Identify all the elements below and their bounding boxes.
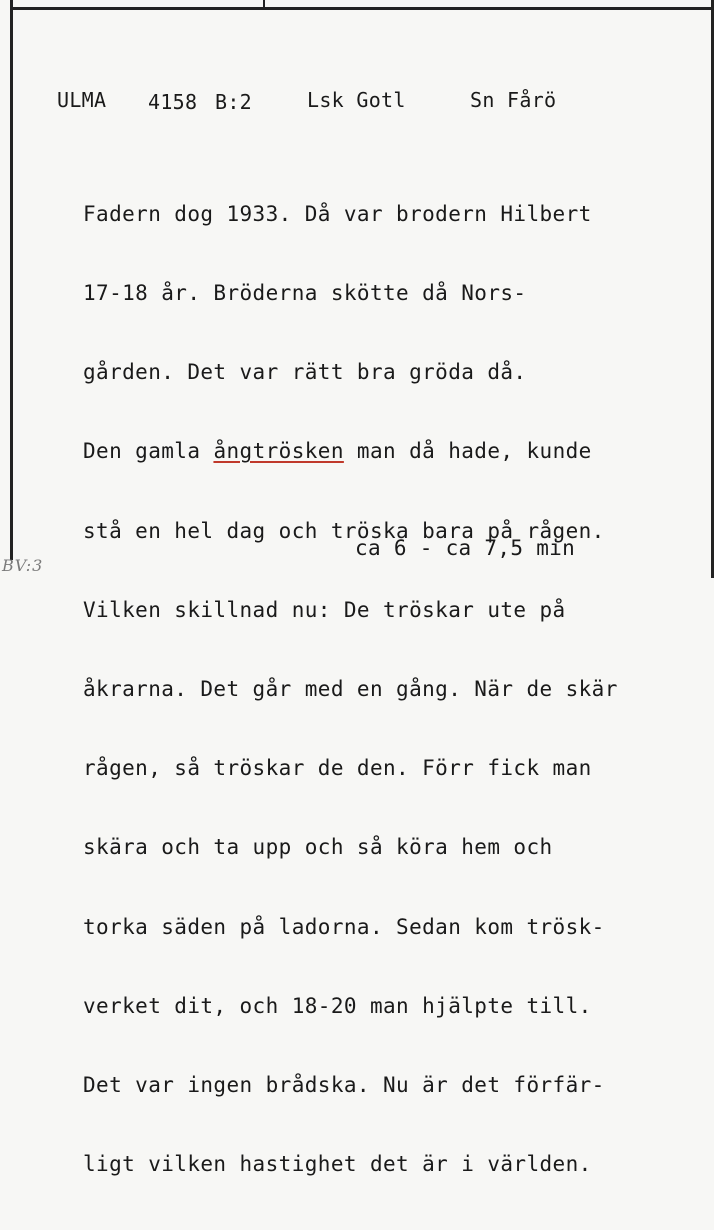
record-number: 4158	[148, 90, 198, 114]
text-line: skära och ta upp och så köra hem och	[83, 835, 553, 860]
left-border	[10, 0, 13, 560]
archive-code: ULMA	[57, 88, 107, 112]
underlined-term: ångtrösken	[213, 439, 344, 464]
text-line: rågen, så tröskar de den. Förr fick man	[83, 756, 592, 781]
top-tick	[263, 0, 265, 8]
text-line: 17-18 år. Bröderna skötte då Nors-	[83, 281, 527, 306]
text-line: ligt vilken hastighet det är i världen.	[83, 1152, 592, 1177]
landskap: Lsk Gotl	[307, 88, 406, 112]
socken: Sn Fårö	[470, 88, 557, 112]
transcript-text	[83, 148, 618, 1230]
text-line: stå en hel dag och tröska bara på rågen.	[83, 518, 605, 543]
volume-code: B:2	[215, 90, 253, 114]
text-line: Fadern dog 1933. Då var brodern Hilbert	[83, 201, 592, 226]
text-line	[83, 438, 618, 464]
text-line: verket dit, och 18-20 man hjälpte till.	[83, 993, 592, 1018]
text-line: Vilken skillnad nu: De tröskar ute på	[83, 597, 566, 622]
text-line: torka säden på ladorna. Sedan kom trösk-	[83, 914, 605, 939]
text-line: Det var ingen brådska. Nu är det förfär-	[83, 1073, 605, 1098]
top-border	[10, 7, 714, 10]
text-segment: Den gamla	[83, 439, 214, 464]
text-line: gården. Det var rätt bra gröda då.	[83, 360, 527, 385]
recording-duration: ca 6 - ca 7,5 min	[355, 536, 576, 560]
pencil-annotation: BV:3	[2, 556, 44, 575]
text-line: åkrarna. Det går med en gång. När de skär	[83, 677, 618, 702]
text-segment: man då hade, kunde	[343, 439, 592, 464]
